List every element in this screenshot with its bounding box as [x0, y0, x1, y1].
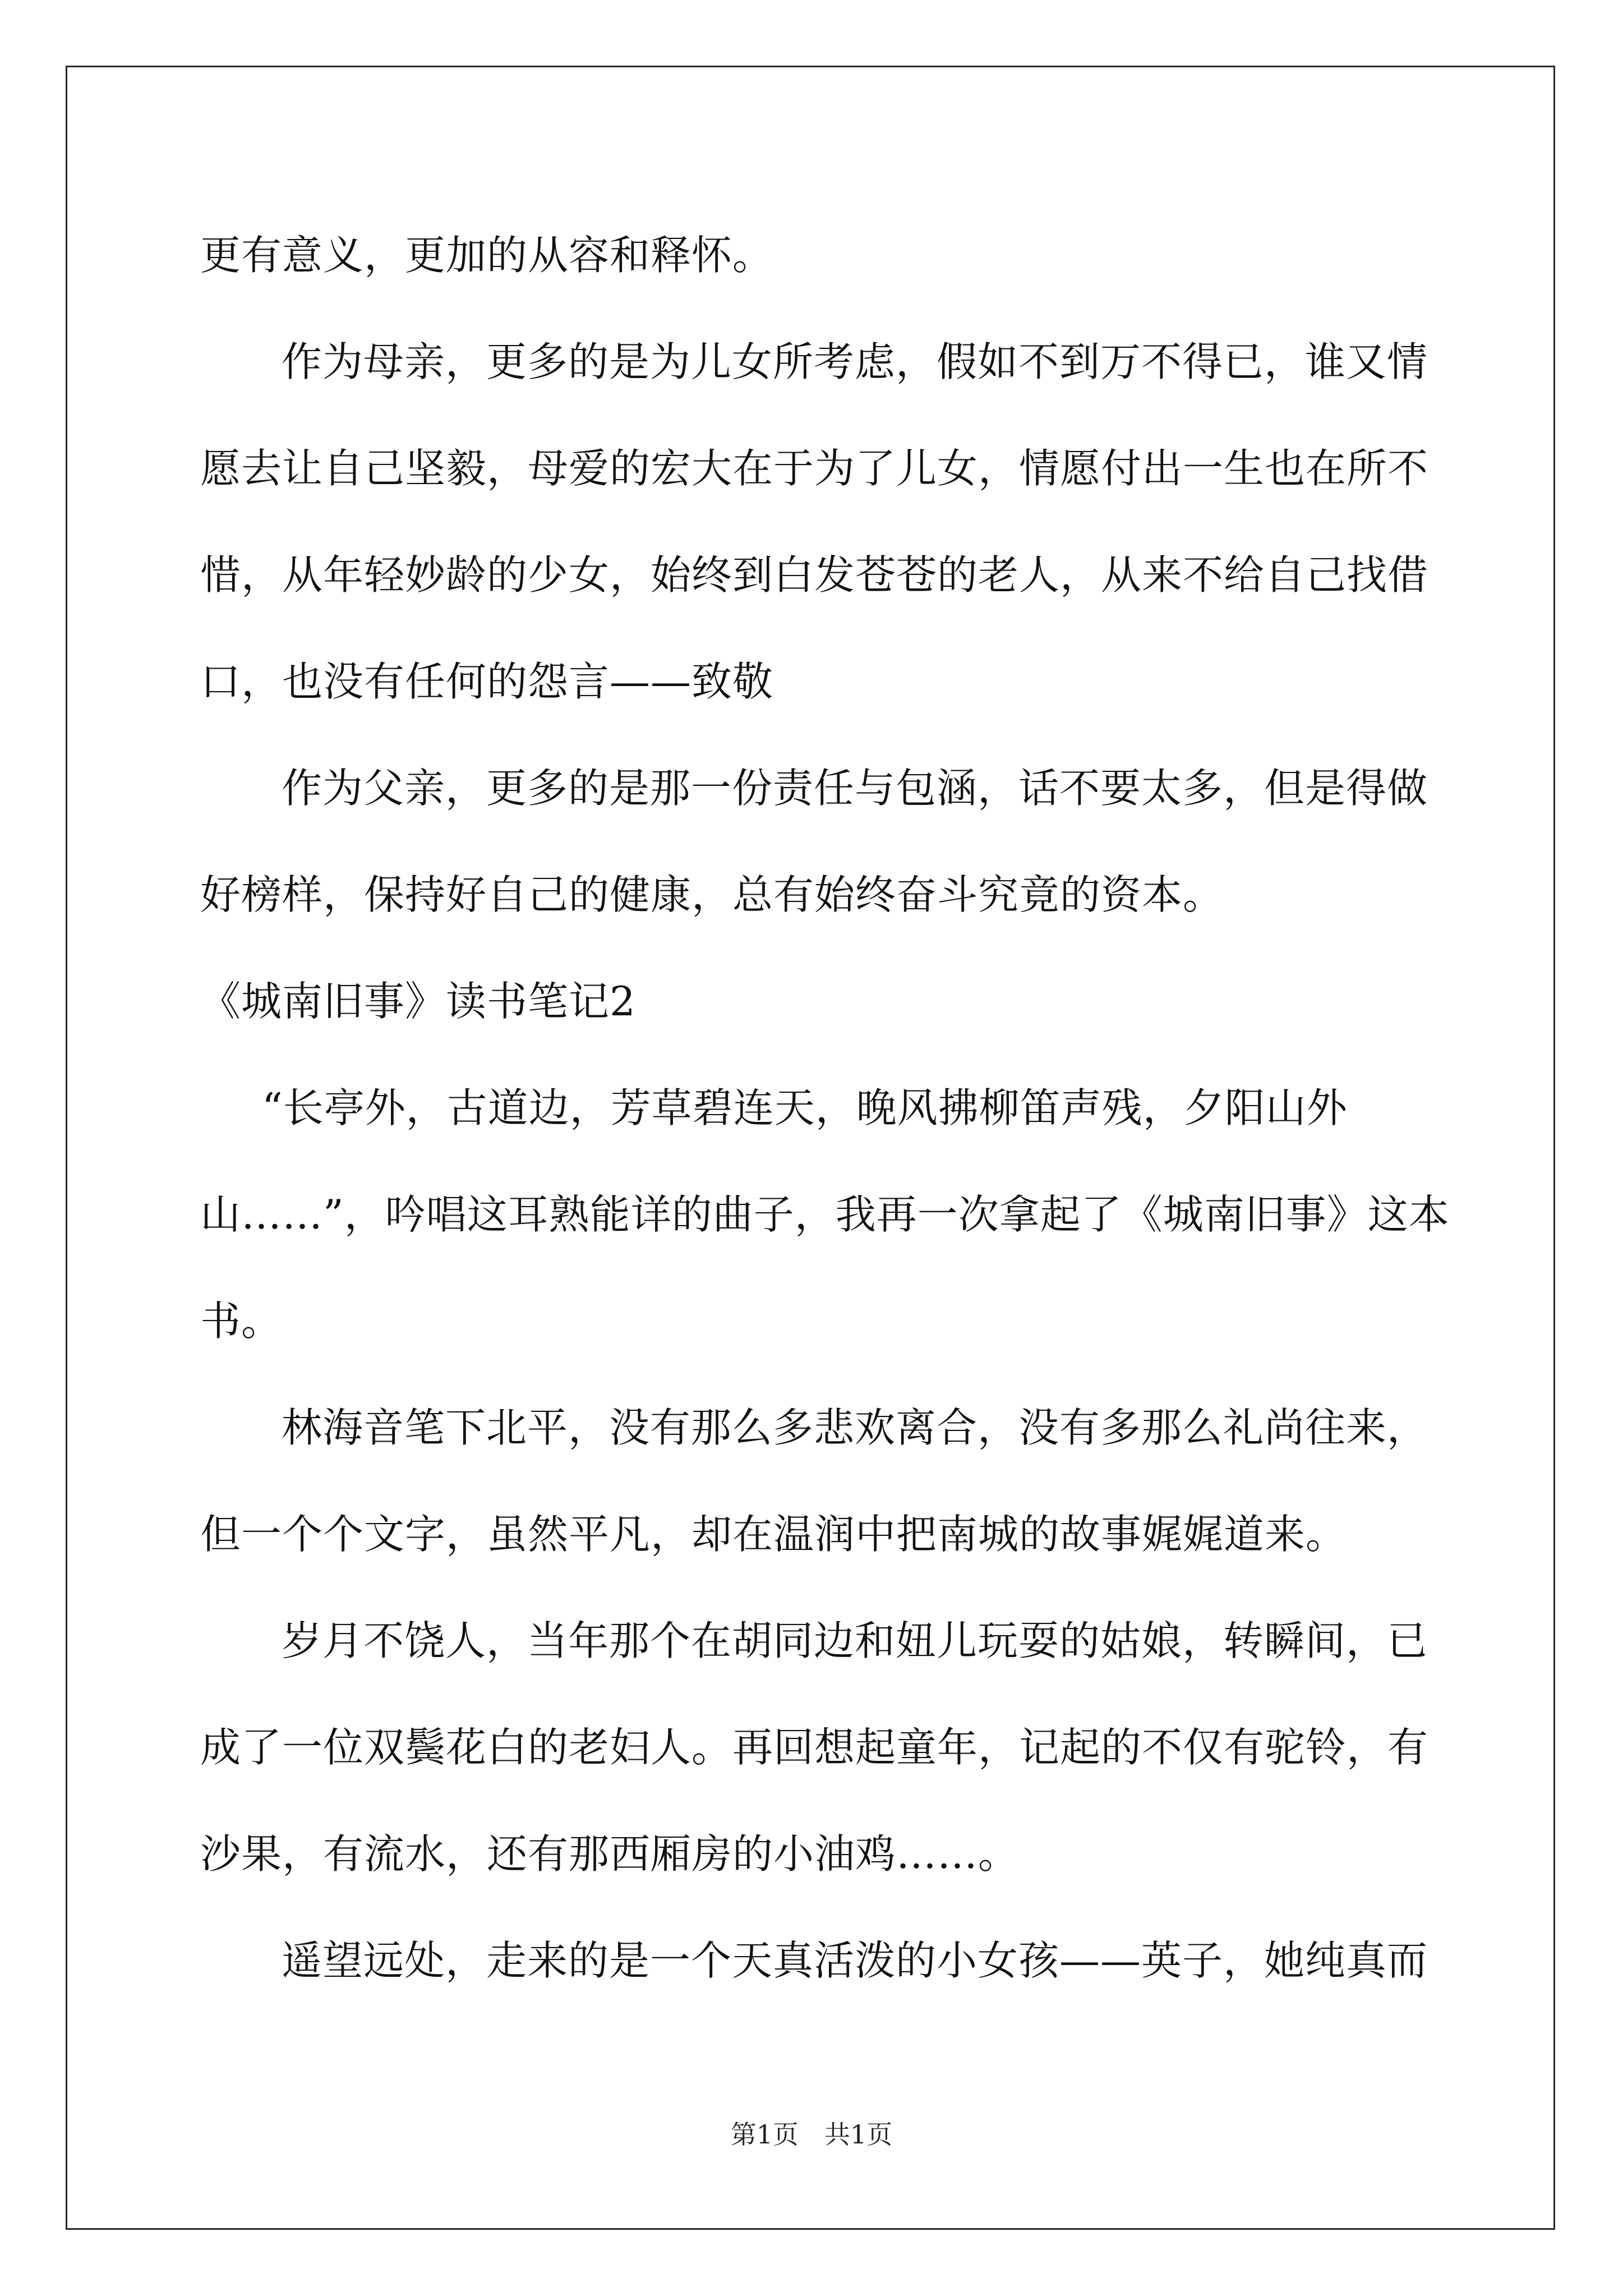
section-heading: 《城南旧事》读书笔记2: [200, 978, 636, 1025]
text-line: 林海音笔下北平，没有那么多悲欢离合，没有多那么礼尚往来，: [282, 1404, 1428, 1451]
text-line: 作为父亲，更多的是那一份责任与包涵，话不要太多，但是得做: [282, 765, 1428, 812]
text-line: 但一个个文字，虽然平凡，却在温润中把南城的故事娓娓道来。: [200, 1511, 1347, 1558]
text-line: 好榜样，保持好自己的健康，总有始终奋斗究竟的资本。: [200, 871, 1224, 918]
text-line: 惜，从年轻妙龄的少女，始终到白发苍苍的老人，从来不给自己找借: [200, 551, 1429, 599]
text-line: 遥望远处，走来的是一个天真活泼的小女孩——英子，她纯真而: [282, 1937, 1428, 1984]
text-line: 成了一位双鬓花白的老妇人。再回想起童年，记起的不仅有驼铃，有: [200, 1724, 1429, 1771]
page-number: 第1页 共1页: [730, 2119, 893, 2150]
text-line: 沙果，有流水，还有那西厢房的小油鸡……。: [200, 1830, 1020, 1878]
text-line: 更有意义，更加的从容和释怀。: [200, 232, 774, 279]
text-line: 岁月不饶人，当年那个在胡同边和妞儿玩耍的姑娘，转瞬间，已: [282, 1617, 1428, 1664]
text-line: “长亭外，古道边，芳草碧连天，晚风拂柳笛声残，夕阳山外: [262, 1084, 1348, 1131]
text-line: 山……”，吟唱这耳熟能详的曲子，我再一次拿起了《城南旧事》这本: [200, 1191, 1450, 1238]
text-line: 愿去让自己坚毅，母爱的宏大在于为了儿女，情愿付出一生也在所不: [200, 445, 1429, 492]
document-body: [200, 202, 1450, 2014]
text-line: 作为母亲，更多的是为儿女所考虑，假如不到万不得已，谁又情: [282, 338, 1428, 385]
text-line: 书。: [200, 1297, 283, 1345]
page-footer: [0, 2118, 1623, 2151]
text-line: 口，也没有任何的怨言——致敬: [200, 658, 774, 705]
